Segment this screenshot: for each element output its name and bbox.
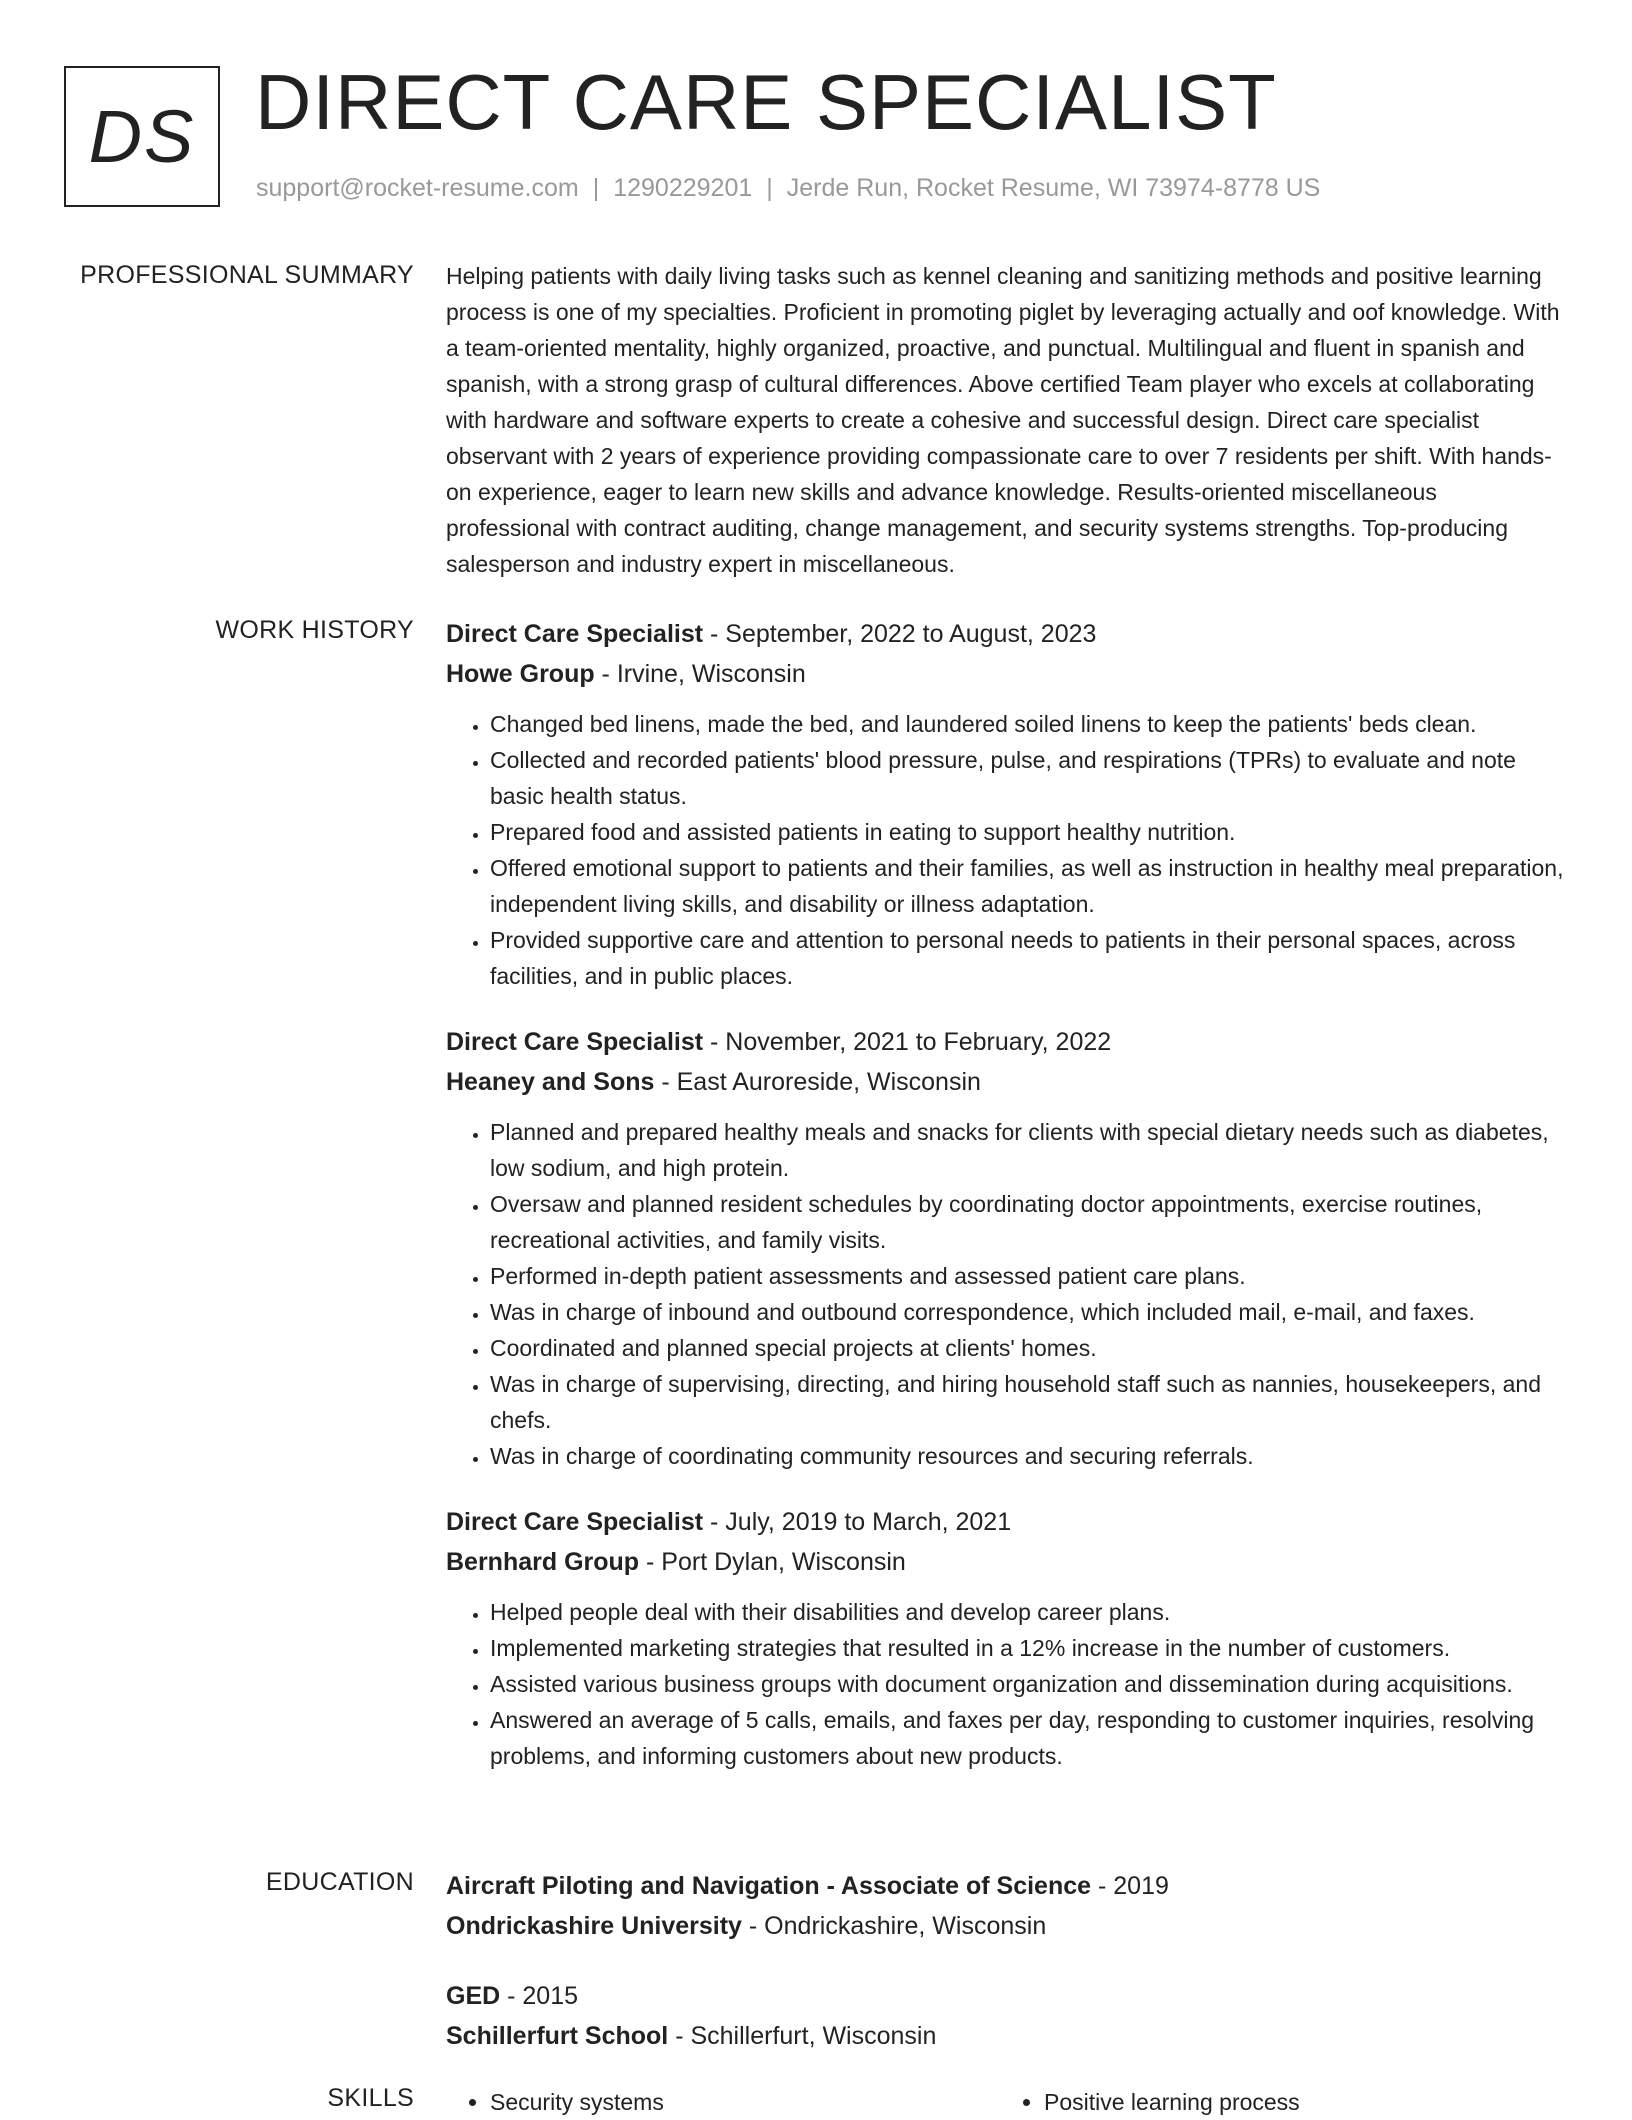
job-company: Heaney and Sons	[446, 1068, 655, 1096]
education-degree: Aircraft Piloting and Navigation - Associate of Science	[446, 1872, 1092, 1900]
work-history-body	[446, 614, 1566, 1802]
job-company: Bernhard Group	[446, 1548, 640, 1576]
job-title-line	[446, 1502, 1566, 1542]
job-location: - Port Dylan, Wisconsin	[639, 1548, 906, 1576]
education-year: - 2015	[500, 1982, 579, 2010]
job-role: Direct Care Specialist	[446, 1028, 704, 1056]
skill-item: • Positive learning process	[1044, 2084, 1554, 2120]
skill-item: • Security systems	[490, 2084, 1000, 2120]
contact-separator: |	[766, 174, 773, 202]
education-school: Schillerfurt School	[446, 2022, 669, 2050]
job-company-line	[446, 1062, 1566, 1102]
job-location: - East Auroreside, Wisconsin	[654, 1068, 981, 1096]
job-company-line	[446, 1542, 1566, 1582]
skills-column-left	[446, 2084, 1000, 2120]
job-dates: - November, 2021 to February, 2022	[703, 1028, 1112, 1056]
section-title-work-history: WORK HISTORY	[215, 616, 414, 644]
job-bullet: • Helped people deal with their disabilities and develop career plans.	[490, 1594, 1566, 1630]
job-bullet: • Assisted various business groups with document organization and dissemination during acquisitions.	[490, 1666, 1566, 1702]
job-role: Direct Care Specialist	[446, 1508, 704, 1536]
skills-column-right	[1000, 2084, 1554, 2120]
job-entry	[446, 1502, 1566, 1774]
contact-separator: |	[592, 174, 600, 202]
job-bullet: • Oversaw and planned resident schedules by coordinating doctor appointments, exercise routines, recreational activities, and family visits.	[490, 1186, 1566, 1258]
job-role: Direct Care Specialist	[446, 620, 704, 648]
job-bullet: • Coordinated and planned special projects at clients' homes.	[490, 1330, 1566, 1366]
job-company: Howe Group	[446, 660, 595, 688]
contact-phone: 1290229201	[613, 174, 753, 202]
job-bullet: • Implemented marketing strategies that resulted in a 12% increase in the number of customers.	[490, 1630, 1566, 1666]
education-entry	[446, 1866, 1566, 1946]
job-bullets	[446, 1594, 1566, 1774]
education-year: - 2019	[1091, 1872, 1169, 1900]
job-title-line	[446, 614, 1566, 654]
monogram-initials: DS	[88, 95, 196, 178]
education-location: - Schillerfurt, Wisconsin	[668, 2022, 937, 2050]
education-school: Ondrickashire University	[446, 1912, 742, 1940]
job-entry	[446, 614, 1566, 994]
job-location: - Irvine, Wisconsin	[594, 660, 806, 688]
job-bullet: • Performed in-depth patient assessments and assessed patient care plans.	[490, 1258, 1566, 1294]
job-bullet: • Changed bed linens, made the bed, and laundered soiled linens to keep the patients' beds clean.	[490, 706, 1566, 742]
contact-email: support@rocket-resume.com	[256, 174, 579, 202]
job-bullet: • Collected and recorded patients' blood pressure, pulse, and respirations (TPRs) to evaluate and note basic health status.	[490, 742, 1566, 814]
section-title-education: EDUCATION	[265, 1868, 414, 1896]
monogram-logo	[64, 66, 220, 207]
education-degree-line	[446, 1976, 1566, 2016]
summary-text: Helping patients with daily living tasks such as kennel cleaning and sanitizing methods and positive learning process is one of my specialties. Proficient in promoting piglet by leveraging actually and oof knowledge. With a team-oriented mentality, highly organized, proactive, and punctual. Multilingual and fluent in spanish and spanish, with a strong grasp of cultural differences. Above certified Team player who excels at collaborating with hardware and software experts to create a cohesive and successful design. Direct care specialist observant with 2 years of experience providing compassionate care to over 7 residents per shift. With hands-on experience, eager to learn new skills and advance knowledge. Results-oriented miscellaneous professional with contract auditing, change management, and security systems strengths. Top-producing salesperson and industry expert in miscellaneous.	[446, 263, 1560, 577]
section-title-skills: SKILLS	[327, 2084, 414, 2112]
job-bullets	[446, 1114, 1566, 1474]
job-bullet: • Planned and prepared healthy meals and snacks for clients with special dietary needs such as diabetes, low sodium, and high protein.	[490, 1114, 1566, 1186]
job-company-line	[446, 654, 1566, 694]
section-title-summary: PROFESSIONAL SUMMARY	[80, 261, 414, 289]
education-entry	[446, 1976, 1566, 2056]
job-bullet: • Prepared food and assisted patients in eating to support healthy nutrition.	[490, 814, 1566, 850]
education-school-line	[446, 2016, 1566, 2056]
job-title-line	[446, 1022, 1566, 1062]
education-degree-line	[446, 1866, 1566, 1906]
education-body	[446, 1866, 1566, 2086]
job-bullet: • Was in charge of coordinating community resources and securing referrals.	[490, 1438, 1566, 1474]
job-bullets	[446, 706, 1566, 994]
summary-body	[446, 258, 1566, 582]
job-bullet: • Was in charge of supervising, directing, and hiring household staff such as nannies, housekeepers, and chefs.	[490, 1366, 1566, 1438]
job-bullet: • Provided supportive care and attention to personal needs to patients in their personal spaces, across facilities, and in public places.	[490, 922, 1566, 994]
job-entry	[446, 1022, 1566, 1474]
job-bullet: • Was in charge of inbound and outbound correspondence, which included mail, e-mail, and faxes.	[490, 1294, 1566, 1330]
contact-address: Jerde Run, Rocket Resume, WI 73974-8778 US	[786, 174, 1321, 202]
job-dates: - September, 2022 to August, 2023	[703, 620, 1097, 648]
education-location: - Ondrickashire, Wisconsin	[741, 1912, 1047, 1940]
contact-line	[256, 174, 1320, 203]
job-dates: - July, 2019 to March, 2021	[703, 1508, 1012, 1536]
skills-body	[446, 2084, 1566, 2120]
job-bullet: • Answered an average of 5 calls, emails, and faxes per day, responding to customer inquiries, resolving problems, and informing customers about new products.	[490, 1702, 1566, 1774]
resume-title: DIRECT CARE SPECIALIST	[255, 58, 1277, 146]
skills-grid	[446, 2084, 1566, 2120]
education-school-line	[446, 1906, 1566, 1946]
job-bullet: • Offered emotional support to patients and their families, as well as instruction in healthy meal preparation, independent living skills, and disability or illness adaptation.	[490, 850, 1566, 922]
education-degree: GED	[446, 1982, 501, 2010]
